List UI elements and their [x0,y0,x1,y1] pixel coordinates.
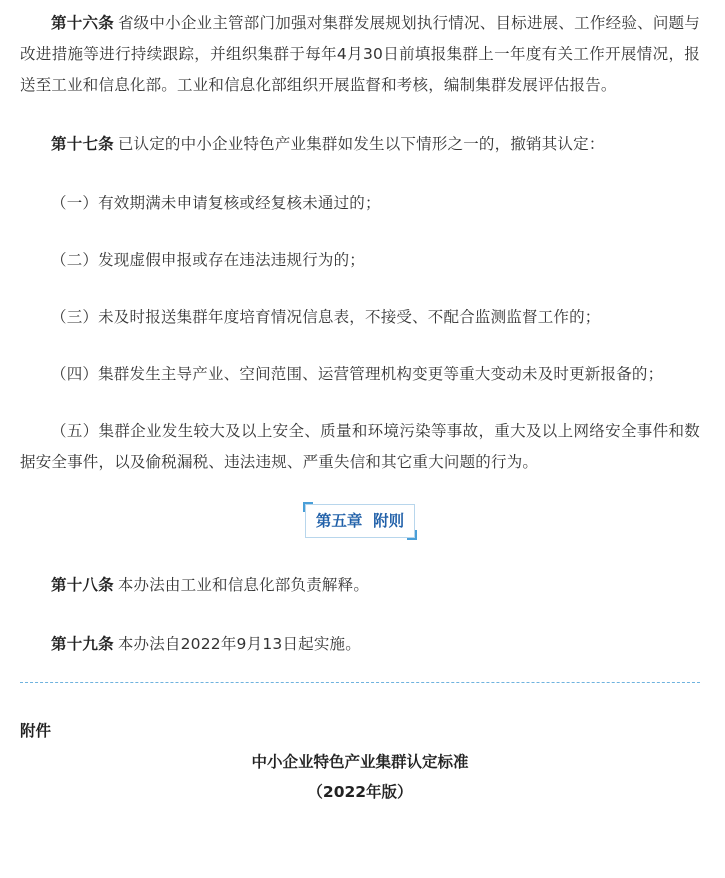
article-16 [20,8,700,101]
article-18 [20,570,700,601]
section-divider [20,682,700,683]
article-16-label: 第十六条 [51,14,114,32]
annex-label: 附件 [20,722,52,740]
corner-decoration-icon [303,502,313,512]
document-body [20,8,700,807]
article-17-label: 第十七条 [51,135,114,153]
chapter-heading-wrap [20,504,700,542]
corner-decoration-icon [407,530,417,540]
article-17-item-2: （二）发现虚假申报或存在违法违规行为的； [51,251,366,269]
article-17-item-1: （一）有效期满未申请复核或经复核未通过的； [51,194,381,212]
article-17-item-5: （五）集群企业发生较大及以上安全、质量和环境污染等事故，重大及以上网络安全事件和数据安全事件，以及偷税漏税、违法违规、严重失信和其它重大问题的行为。 [20,422,700,471]
article-17-item-3: （三）未及时报送集群年度培育情况信息表，不接受、不配合监测监督工作的； [51,308,601,326]
article-18-text: 本办法由工业和信息化部负责解释。 [117,576,370,594]
article-16-text: 省级中小企业主管部门加强对集群发展规划执行情况、目标进展、工作经验、问题与改进措施等进行持续跟踪，并组织集群于每年4月30日前填报集群上一年度有关工作开展情况，报送至工业和信息化部。工业和信息化部组织开展监督和考核，编制集群发展评估报告。 [20,14,700,94]
article-17-text: 已认定的中小企业特色产业集群如发生以下情形之一的，撤销其认定： [117,135,605,153]
annex-subtitle: （2022年版） [307,783,413,801]
article-19 [20,629,700,660]
chapter-heading [305,504,415,538]
article-19-text: 本办法自2022年9月13日起实施。 [117,635,361,653]
article-19-label: 第十九条 [51,635,114,653]
article-17 [20,129,700,160]
article-18-label: 第十八条 [51,576,114,594]
chapter-title: 第五章 附则 [315,512,405,530]
annex-title: 中小企业特色产业集群认定标准 [251,753,469,771]
article-17-item-4: （四）集群发生主导产业、空间范围、运营管理机构变更等重大变动未及时更新报备的； [51,365,664,383]
